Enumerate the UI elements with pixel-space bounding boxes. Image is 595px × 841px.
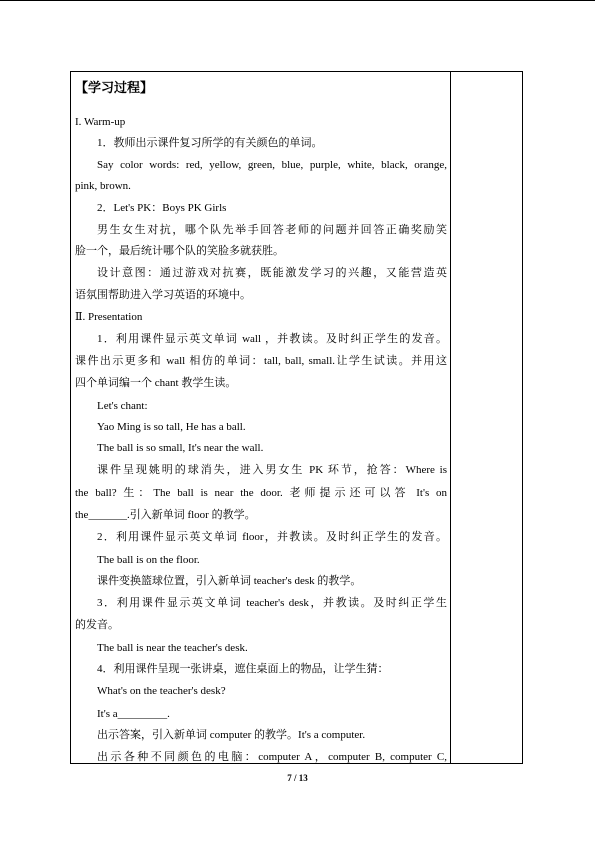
text-line: Yao Ming is so tall, He has a ball. bbox=[97, 421, 246, 433]
text-line: The ball is so small, It's near the wall. bbox=[97, 442, 264, 454]
text-line: 3．利用课件显示英文单词 teacher's desk，并教读。及时纠正学生 bbox=[97, 597, 447, 609]
text-line: pink, brown. bbox=[75, 180, 131, 192]
text-line: 男生女生对抗，哪个队先举手回答老师的问题并回答正确奖励笑 bbox=[97, 224, 447, 236]
text-line: Let's chant: bbox=[97, 400, 148, 412]
text-line: 四个单词编一个 chant 教学生读。 bbox=[75, 377, 237, 389]
text-line: 4．利用课件呈现一张讲桌，遮住桌面上的物品，让学生猜： bbox=[97, 663, 389, 675]
text-line: 1．利用课件显示英文单词 wall ，并教读。及时纠正学生的发音。 bbox=[97, 333, 447, 345]
text-line: the ball? 生：The ball is near the door. 老师提示还可以答 It's on bbox=[75, 487, 447, 499]
section-heading: 【学习过程】 bbox=[75, 81, 154, 96]
text-line: 2．利用课件显示英文单词 floor，并教读。及时纠正学生的发音。 bbox=[97, 531, 447, 543]
text-line: 课件变换篮球位置，引入新单词 teacher's desk 的教学。 bbox=[97, 575, 362, 587]
text-line: 的发音。 bbox=[75, 619, 119, 631]
column-divider bbox=[450, 72, 451, 763]
lesson-table bbox=[70, 71, 523, 764]
text-line: It's a_________. bbox=[97, 708, 170, 720]
text-line: What's on the teacher's desk? bbox=[97, 685, 226, 697]
text-line: 设计意图：通过游戏对抗赛，既能激发学习的兴趣，又能营造英 bbox=[97, 267, 447, 279]
text-line: 语氛围帮助进入学习英语的环境中。 bbox=[75, 289, 251, 301]
text-line: 脸一个，最后统计哪个队的笑脸多就获胜。 bbox=[75, 245, 284, 257]
text-line: The ball is on the floor. bbox=[97, 554, 200, 566]
text-line: I. Warm-up bbox=[75, 116, 126, 128]
text-line: 1．教师出示课件复习所学的有关颜色的单词。 bbox=[97, 137, 323, 149]
text-line: the_______.引入新单词 floor 的教学。 bbox=[75, 509, 256, 521]
text-line: 2．Let's PK：Boys PK Girls bbox=[97, 202, 227, 214]
text-line: 课件出示更多和 wall 相仿的单词：tall, ball, small.让学生试读。并用这 bbox=[75, 355, 447, 367]
text-line: 出示答案，引入新单词 computer 的教学。It's a computer. bbox=[97, 729, 366, 741]
text-line: 出示各种不同颜色的电脑：computer A，computer B, computer C, bbox=[97, 751, 447, 763]
page-number: 7 / 13 bbox=[287, 773, 308, 783]
text-line: 课件呈现姚明的球消失，进入男女生 PK 环节，抢答：Where is bbox=[97, 464, 447, 476]
text-line: The ball is near the teacher's desk. bbox=[97, 642, 248, 654]
header-rule bbox=[0, 0, 595, 1]
text-line: Ⅱ. Presentation bbox=[75, 311, 143, 323]
text-line: Say color words: red, yellow, green, blue, purple, white, black, orange, bbox=[97, 159, 447, 171]
